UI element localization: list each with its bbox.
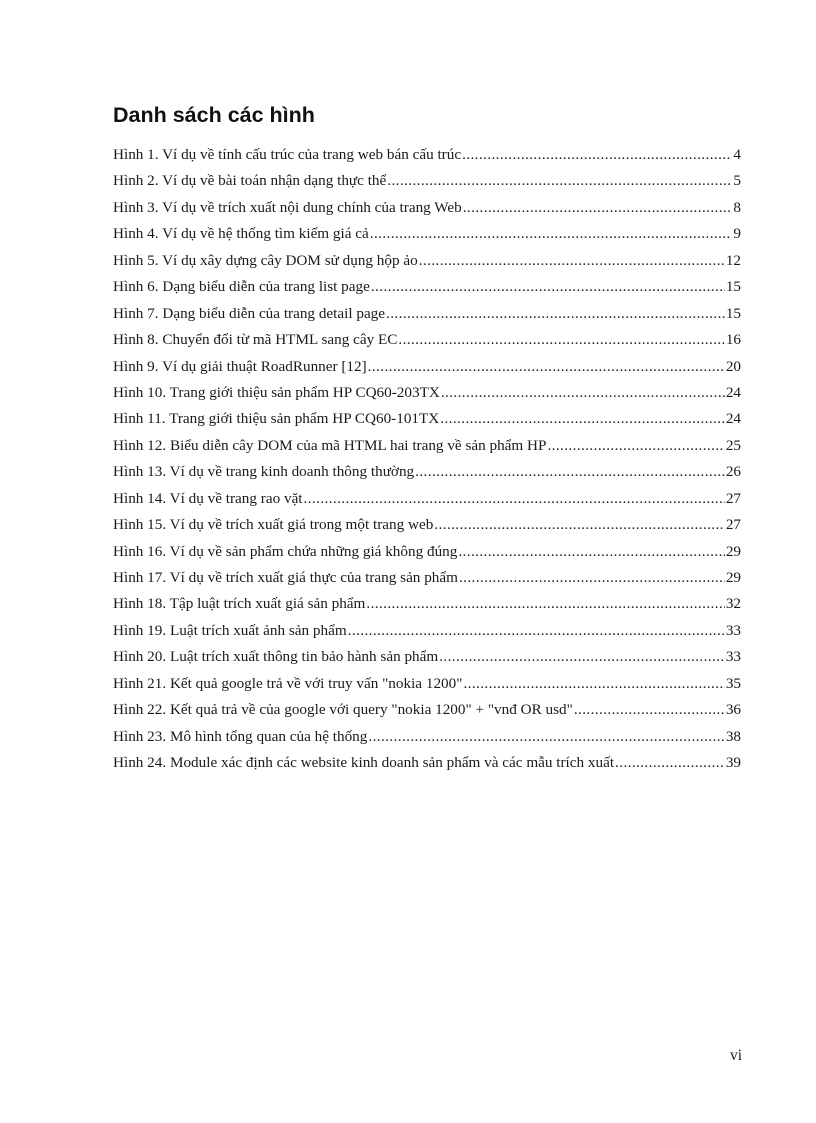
dot-leader	[458, 539, 724, 565]
dot-leader	[441, 380, 725, 406]
figure-page-number: 15	[725, 304, 741, 322]
figure-entry	[113, 221, 741, 247]
figure-entry	[113, 671, 741, 697]
figure-title: Hình 5. Ví dụ xây dựng cây DOM sử dụng hộp ảo	[113, 251, 418, 269]
figure-page-number: 38	[725, 727, 741, 745]
figure-entry	[113, 459, 741, 485]
figure-entry	[113, 248, 741, 274]
figure-page-number: 33	[725, 648, 741, 666]
dot-leader	[574, 697, 725, 723]
figure-title: Hình 17. Ví dụ về trích xuất giá thực của trang sản phẩm	[113, 569, 458, 586]
figure-entry	[113, 406, 741, 432]
figure-entry	[113, 327, 741, 353]
figure-entry	[113, 168, 741, 194]
figure-entry	[113, 512, 741, 538]
figure-title: Hình 14. Ví dụ về trang rao vặt	[113, 489, 303, 507]
figure-title: Hình 9. Ví dụ giải thuật RoadRunner [12]	[113, 357, 367, 375]
dot-leader	[439, 644, 725, 670]
figure-entry	[113, 750, 741, 776]
figure-title: Hình 7. Dạng biểu diễn của trang detail page	[113, 304, 386, 322]
figure-page-number: 36	[725, 701, 741, 719]
dot-leader	[547, 433, 724, 459]
figure-entry	[113, 354, 741, 380]
figure-page-number: 24	[725, 383, 741, 401]
figure-page-number: 9	[733, 225, 741, 243]
figure-entry	[113, 697, 741, 723]
figure-page-number: 5	[733, 172, 741, 190]
dot-leader	[459, 565, 725, 591]
figure-title: Hình 11. Trang giới thiệu sản phẩm HP CQ60-101TX	[113, 410, 440, 428]
figure-title: Hình 19. Luật trích xuất ảnh sản phẩm	[113, 621, 347, 639]
figure-entry	[113, 724, 741, 750]
dot-leader	[387, 168, 732, 194]
dot-leader	[462, 142, 732, 168]
figure-page-number: 26	[725, 463, 741, 481]
figure-page-number: 32	[725, 595, 741, 613]
dot-leader	[304, 486, 725, 512]
dot-leader	[419, 248, 725, 274]
figure-entry	[113, 380, 741, 406]
dot-leader	[463, 671, 724, 697]
figure-page-number: 27	[725, 516, 741, 534]
figure-page-number: 29	[725, 569, 741, 586]
figure-entry	[113, 539, 741, 565]
figure-page-number: 12	[725, 251, 741, 269]
figure-title: Hình 13. Ví dụ về trang kinh doanh thông thường	[113, 463, 415, 481]
figure-page-number: 39	[725, 754, 741, 772]
figure-page-number: 29	[725, 542, 741, 560]
dot-leader	[371, 274, 725, 300]
figure-page-number: 20	[725, 357, 741, 375]
figure-title: Hình 15. Ví dụ về trích xuất giá trong một trang web	[113, 516, 434, 534]
figure-title: Hình 22. Kết quả trả về của google với query "nokia 1200" + "vnđ OR usd"	[113, 701, 573, 719]
figure-entry	[113, 486, 741, 512]
figure-title: Hình 18. Tập luật trích xuất giá sản phẩm	[113, 595, 366, 613]
figure-page-number: 15	[725, 278, 741, 296]
figure-title: Hình 1. Ví dụ về tính cấu trúc của trang web bán cấu trúc	[113, 146, 462, 163]
dot-leader	[370, 221, 733, 247]
figure-page-number: 33	[725, 621, 741, 639]
dot-leader	[440, 406, 725, 432]
figure-title: Hình 12. Biểu diễn cây DOM của mã HTML hai trang về sản phẩm HP	[113, 436, 547, 454]
figure-page-number: 24	[725, 410, 741, 428]
dot-leader	[368, 724, 724, 750]
figure-title: Hình 2. Ví dụ về bài toán nhận dạng thực thể	[113, 172, 387, 190]
figure-entry	[113, 274, 741, 300]
figure-list	[113, 142, 741, 777]
figure-title: Hình 3. Ví dụ về trích xuất nội dung chính của trang Web	[113, 198, 462, 216]
figure-page-number: 35	[725, 674, 741, 692]
figure-entry	[113, 618, 741, 644]
figure-title: Hình 8. Chuyển đổi từ mã HTML sang cây EC	[113, 331, 398, 349]
figure-title: Hình 16. Ví dụ về sản phẩm chứa những giá không đúng	[113, 542, 458, 560]
figure-entry	[113, 195, 741, 221]
figure-entry	[113, 591, 741, 617]
list-of-figures-heading: Danh sách các hình	[113, 103, 315, 127]
figure-page-number: 4	[733, 146, 741, 163]
figure-page-number: 8	[733, 198, 741, 216]
dot-leader	[386, 301, 725, 327]
figure-page-number: 16	[725, 331, 741, 349]
figure-title: Hình 10. Trang giới thiệu sản phẩm HP CQ60-203TX	[113, 383, 440, 401]
dot-leader	[366, 591, 724, 617]
dot-leader	[615, 750, 725, 776]
figure-title: Hình 20. Luật trích xuất thông tin bảo hành sản phẩm	[113, 648, 439, 666]
dot-leader	[368, 354, 725, 380]
dot-leader	[348, 618, 725, 644]
figure-title: Hình 21. Kết quả google trả về với truy vấn "nokia 1200"	[113, 674, 463, 692]
figure-entry	[113, 142, 741, 168]
page-number: vi	[729, 1047, 742, 1064]
figure-page-number: 27	[725, 489, 741, 507]
dot-leader	[463, 195, 733, 221]
figure-entry	[113, 644, 741, 670]
figure-entry	[113, 565, 741, 591]
figure-entry	[113, 301, 741, 327]
figure-title: Hình 4. Ví dụ về hệ thống tìm kiếm giá cả	[113, 225, 369, 243]
dot-leader	[434, 512, 725, 538]
dot-leader	[398, 327, 724, 353]
figure-title: Hình 23. Mô hình tổng quan của hệ thống	[113, 727, 368, 745]
figure-page-number: 25	[725, 436, 741, 454]
figure-title: Hình 24. Module xác định các website kinh doanh sản phẩm và các mẫu trích xuất	[113, 754, 615, 772]
dot-leader	[415, 459, 725, 485]
figure-entry	[113, 433, 741, 459]
figure-title: Hình 6. Dạng biểu diễn của trang list page	[113, 278, 370, 296]
